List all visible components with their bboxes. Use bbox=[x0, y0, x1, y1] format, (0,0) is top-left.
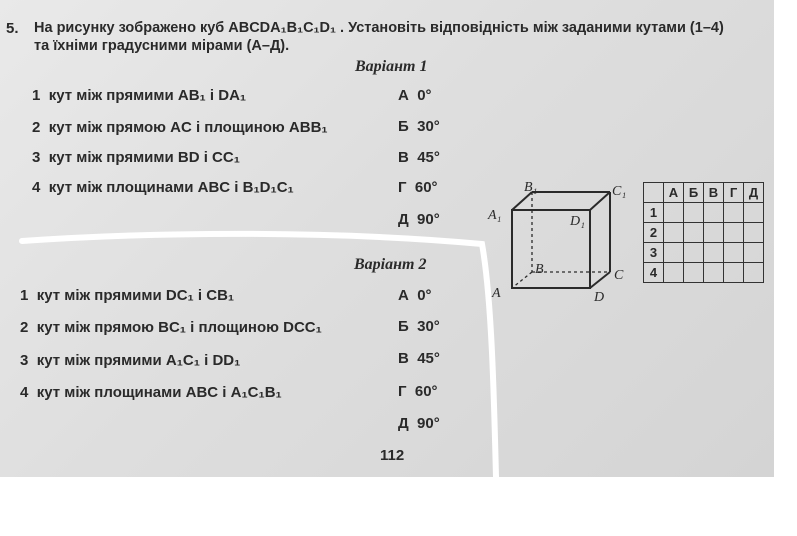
variant1-title: Варіант 1 bbox=[355, 58, 428, 75]
v2-item-text: кут між площинами ABC і A₁C₁B₁ bbox=[36, 384, 282, 401]
answer-grid-row-label: 4 bbox=[644, 263, 664, 283]
cube-label-b: B bbox=[535, 262, 544, 277]
cube-label-a: A bbox=[492, 286, 501, 301]
variant2-title: Варіант 2 bbox=[354, 256, 427, 273]
option-value: 30° bbox=[417, 118, 440, 135]
answer-grid-row-label: 3 bbox=[644, 243, 664, 263]
option-letter: Б bbox=[398, 118, 409, 135]
answer-grid-row-label: 2 bbox=[644, 223, 664, 243]
option-letter: Г bbox=[398, 179, 407, 196]
answer-grid-col: Г bbox=[724, 183, 744, 203]
cube-label-d: D bbox=[594, 290, 605, 305]
v2-item-num: 3 bbox=[20, 352, 29, 369]
v1-item-num: 3 bbox=[32, 149, 41, 166]
task-line-1: На рисунку зображено куб ABCDA₁B₁C₁D₁ . Установіть відповідність між заданими кутами (1–4) bbox=[34, 20, 724, 36]
v2-item-num: 2 bbox=[20, 319, 29, 336]
task-number: 5. bbox=[6, 20, 19, 37]
v1-item-text: кут між прямою AC і площиною ABB₁ bbox=[48, 119, 328, 136]
answer-grid-col: А bbox=[664, 183, 684, 203]
option-value: 0° bbox=[417, 287, 432, 304]
option-letter: В bbox=[398, 350, 409, 367]
option-letter: А bbox=[398, 287, 409, 304]
option-value: 90° bbox=[417, 415, 440, 432]
cube-label-d1: D₁ bbox=[570, 214, 585, 229]
v1-item-text: кут між площинами ABC і B₁D₁C₁ bbox=[48, 179, 294, 196]
v1-item-num: 4 bbox=[32, 179, 41, 196]
option-value: 60° bbox=[414, 179, 438, 196]
option-value: 45° bbox=[417, 350, 440, 367]
option-letter: Г bbox=[398, 383, 407, 400]
cube-label-b1: B₁ bbox=[524, 180, 538, 195]
v2-item-num: 4 bbox=[20, 384, 29, 401]
option-value: 0° bbox=[417, 87, 432, 104]
option-value: 60° bbox=[414, 383, 438, 400]
option-value: 90° bbox=[417, 211, 440, 228]
v1-item-num: 2 bbox=[32, 119, 41, 136]
cube-label-c: C bbox=[614, 268, 624, 283]
v2-item-text: кут між прямими A₁C₁ і DD₁ bbox=[36, 352, 241, 369]
answer-grid-col: Б bbox=[684, 183, 704, 203]
v2-item-num: 1 bbox=[20, 287, 29, 304]
answer-grid-col: В bbox=[704, 183, 724, 203]
task-line-2: та їхніми градусними мірами (А–Д). bbox=[34, 38, 290, 54]
v1-item-num: 1 bbox=[32, 87, 41, 104]
v2-item-text: кут між прямою BC₁ і площиною DCC₁ bbox=[36, 319, 322, 336]
cube-label-c1: C₁ bbox=[612, 184, 627, 199]
option-letter: Б bbox=[398, 318, 409, 335]
option-letter: В bbox=[398, 149, 409, 166]
v1-item-text: кут між прямими AB₁ і DA₁ bbox=[48, 87, 247, 104]
option-value: 45° bbox=[417, 149, 440, 166]
v1-item-text: кут між прямими BD і CC₁ bbox=[48, 149, 240, 166]
v2-item-text: кут між прямими DC₁ і CB₁ bbox=[36, 287, 235, 304]
answer-grid-row-label: 1 bbox=[644, 203, 664, 223]
option-letter: А bbox=[398, 87, 409, 104]
option-letter: Д bbox=[398, 211, 409, 228]
option-value: 30° bbox=[417, 318, 440, 335]
cube-label-a1: A₁ bbox=[488, 208, 502, 223]
option-letter: Д bbox=[398, 415, 409, 432]
answer-grid-col: Д bbox=[744, 183, 764, 203]
page-number: 112 bbox=[380, 447, 405, 464]
